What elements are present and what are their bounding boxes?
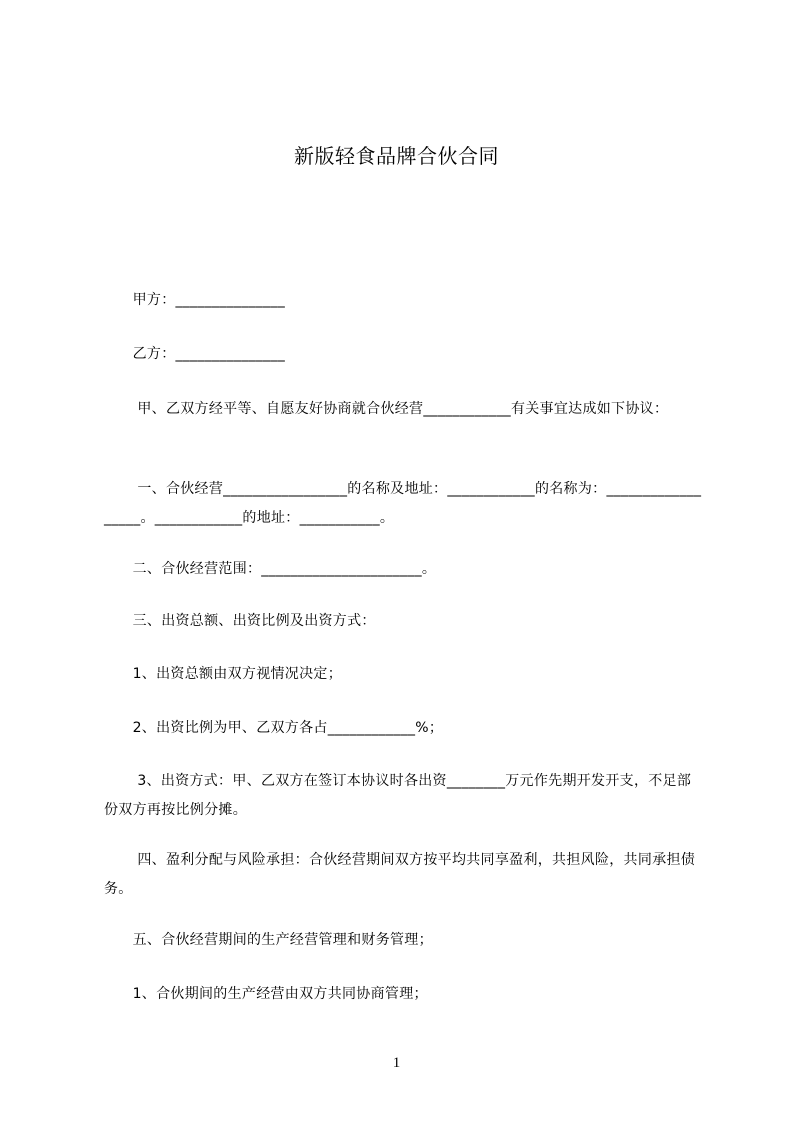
clause-5-management: 五、合伙经营期间的生产经营管理和财务管理； xyxy=(104,932,433,948)
clause-2-scope: 二、合伙经营范围：______________________。 xyxy=(104,561,437,577)
intro-paragraph: 甲、乙双方经平等、自愿友好协商就合伙经营____________有关事宜达成如下协议： xyxy=(104,401,669,417)
clause-4-profit-risk: 四、盈利分配与风险承担：合伙经营期间双方按平均共同享盈利，共担风险，共同承担债务。 xyxy=(104,852,696,897)
clause-3-item-1: 1、出资总额由双方视情况决定； xyxy=(104,666,343,682)
document-title: 新版轻食品牌合伙合同 xyxy=(294,144,499,168)
party-a-line: 甲方：_______________ xyxy=(104,292,285,308)
page-number: 1 xyxy=(392,1055,401,1071)
clause-3-capital: 三、出资总额、出资比例及出资方式： xyxy=(104,613,376,629)
party-b-line: 乙方：_______________ xyxy=(104,346,285,362)
clause-3-item-3: 3、出资方式：甲、乙双方在签订本协议时各出资________万元作先期开发开支，不足部份双方再按比例分摊。 xyxy=(104,773,692,818)
clause-3-item-2: 2、出资比例为甲、乙双方各占____________%； xyxy=(104,720,444,736)
clause-1-name-address: 一、合伙经营_________________的名称及地址：____________的名称为：__________________。____________的地址：___________。 xyxy=(104,481,702,526)
clause-5-item-1: 1、合伙期间的生产经营由双方共同协商管理； xyxy=(104,986,428,1002)
